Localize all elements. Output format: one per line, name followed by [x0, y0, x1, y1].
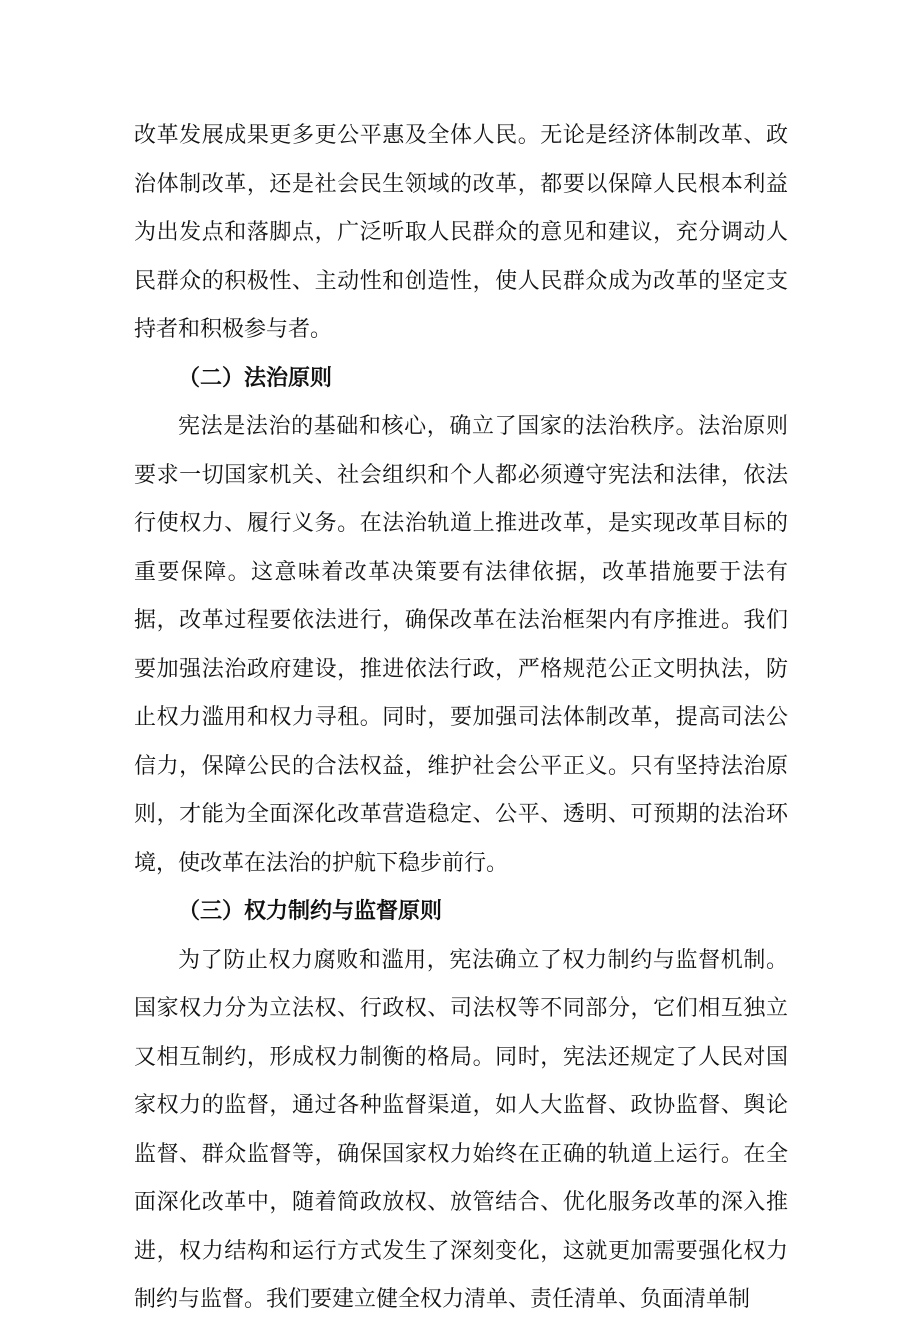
paragraph-continuation: 改革发展成果更多更公平惠及全体人民。无论是经济体制改革、政治体制改革，还是社会民生领域的改革，都要以保障人民根本利益为出发点和落脚点，广泛听取人民群众的意见和建议，充分调动人民群众的积极性、主动性和创造性，使人民群众成为改革的坚定支持者和积极参与者。 [134, 123, 788, 342]
paragraph-power-supervision: 为了防止权力腐败和滥用，宪法确立了权力制约与监督机制。国家权力分为立法权、行政权、司法权等不同部分，它们相互独立又相互制约，形成权力制衡的格局。同时，宪法还规定了人民对国家权力的监督，通过各种监督渠道，如人大监督、政协监督、舆论监督、群众监督等，确保国家权力始终在正确的轨道上运行。在全面深化改革中，随着简政放权、放管结合、优化服务改革的深入推进，权力结构和运行方式发生了深刻变化，这就更加需要强化权力制约与监督。我们要建立健全权力清单、责任清单、负面清单制 [134, 947, 788, 1312]
document-body [134, 112, 788, 1325]
section-heading-rule-of-law: （二）法治原则 [178, 365, 333, 391]
section-heading-power-supervision: （三）权力制约与监督原则 [178, 899, 443, 924]
paragraph-rule-of-law: 宪法是法治的基础和核心，确立了国家的法治秩序。法治原则要求一切国家机关、社会组织和个人都必须遵守宪法和法律，依法行使权力、履行义务。在法治轨道上推进改革，是实现改革目标的重要保障。这意味着改革决策要有法律依据，改革措施要于法有据，改革过程要依法进行，确保改革在法治框架内有序推进。我们要加强法治政府建设，推进依法行政，严格规范公正文明执法，防止权力滥用和权力寻租。同时，要加强司法体制改革，提高司法公信力，保障公民的合法权益，维护社会公平正义。只有坚持法治原则，才能为全面深化改革营造稳定、公平、透明、可预期的法治环境，使改革在法治的护航下稳步前行。 [134, 414, 788, 876]
